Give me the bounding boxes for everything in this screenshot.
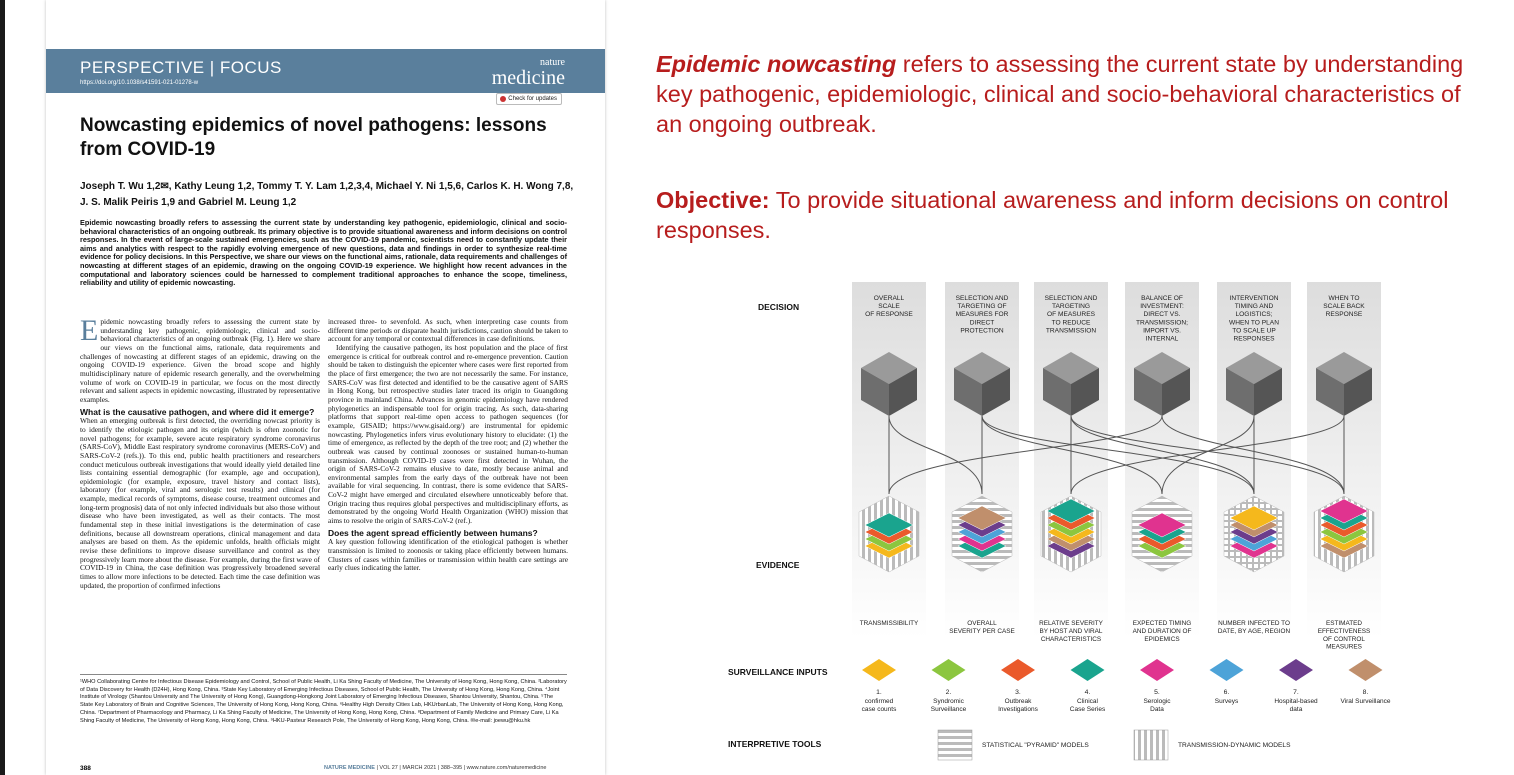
input-number: 4. [1084, 689, 1091, 696]
paragraph: A key question following identification of the etiological pathogen is whether transmission is limited to zoonosis or taking place efficiently between humans. Clusters of cases within families or transmission within health care settings are early clues indicating the latter. [328, 537, 568, 573]
section-label: PERSPECTIVE | FOCUS [80, 58, 282, 77]
transmission-model-label: TRANSMISSION-DYNAMIC MODELS [1178, 742, 1291, 749]
evidence-decision-link [889, 416, 1162, 494]
input-label: Serologic Data [1143, 698, 1171, 713]
journal-logo-small: nature [540, 57, 565, 68]
objective-text [656, 185, 1476, 245]
surveillance-input-icon [932, 659, 966, 681]
evidence-label: NUMBER INFECTED TO DATE, BY AGE, REGION [1217, 620, 1291, 635]
surveillance-input-icon [1279, 659, 1313, 681]
input-label: Clinical Case Series [1069, 698, 1106, 713]
footer-details: | VOL 27 | MARCH 2021 | 388–395 | www.nature.com/naturemedicine [374, 765, 547, 771]
input-label: Syndromic Surveillance [930, 698, 967, 713]
decision-label: WHEN TO SCALE BACK RESPONSE [1323, 295, 1365, 319]
evidence-label: TRANSMISSIBILITY [859, 620, 919, 627]
decision-label: SELECTION AND TARGETING OF MEASURES FOR DIRECT PROTECTION [955, 295, 1009, 335]
surveillance-input-icon [1349, 659, 1383, 681]
footer-journal: NATURE MEDICINE [324, 765, 375, 771]
paper-column-2 [328, 318, 568, 573]
input-number: 3. [1015, 689, 1021, 696]
surveillance-input-icon [1071, 659, 1105, 681]
input-label: Surveys [1214, 698, 1239, 705]
surveillance-input-icon [1210, 659, 1244, 681]
row-label: EVIDENCE [756, 560, 800, 570]
surveillance-input-icon [1140, 659, 1174, 681]
transmission-model-swatch [1134, 730, 1168, 760]
surveillance-input-icon [862, 659, 896, 681]
journal-logo [492, 58, 565, 88]
evidence-decision-link [982, 416, 1254, 494]
input-number: 2. [945, 689, 952, 696]
paper-authors: Joseph T. Wu 1,2✉, Kathy Leung 1,2, Tommy T. Y. Lam 1,2,3,4, Michael Y. Ni 1,5,6, Carlos K. H. Wong 7,8, J. S. Malik Peiris 1,9 and Gabriel M. Leung 1,2 [80, 181, 574, 208]
pyramid-model-swatch [938, 730, 972, 760]
pyramid-model-label: STATISTICAL "PYRAMID" MODELS [982, 742, 1089, 749]
objective-body: To provide situational awareness and inform decisions on control responses. [656, 187, 1449, 243]
definition-term: Epidemic nowcasting [656, 51, 897, 77]
paragraph: When an emerging outbreak is first detected, the overriding nowcast priority is to identify the etiologic pathogen and its origin (which is often zoonotic for novel pathogens; for example, severe acute respiratory syndrome coronavirus (SARS-CoV), Middle East respiratory syndrome coronavirus (MERS-CoV) and SARS-CoV-2 (refs.)). To this end, public health practitioners and researchers conduct meticulous outbreak investigations that would ideally yield detailed line lists containing essential demographic (for example, age and occupation), epidemiologic (for example, exposure, travel history and contact lists), laboratory (for example, viral and serologic test results) and clinical (for example, medical records of symptoms, disease course, treatment outcomes and long-term prognosis) data of not only infected individuals but also those without disease who have been investigated, as well as their contacts. The most fundamental step in these initial investigations is the determination of case definitions, because all downstream operations, clinical management and data analyses are based on them. As the epidemic unfolds, health officials might revise these definitions to improve disease surveillance and control as they progressively learn more about the disease. For example, during the first wave of COVID-19 in China, the case definition was progressively broadened several times to allow more infections to be detected. Each time the case definition was updated, the proportion of confirmed infections [80, 416, 320, 590]
paper-column-1 [80, 314, 320, 590]
input-label: Hospital-based data [1274, 698, 1318, 713]
definition-text [656, 49, 1476, 139]
check-for-updates-button[interactable]: Check for updates [496, 93, 562, 105]
surveillance-input-icon [1001, 659, 1035, 681]
evidence-label: OVERALL SEVERITY PER CASE [949, 620, 1015, 635]
decision-label: INTERVENTION TIMING AND LOGISTICS; WHEN TO PLAN TO SCALE UP RESPONSES [1229, 295, 1279, 343]
row-label: SURVEILLANCE INPUTS [728, 667, 828, 677]
input-number: 5. [1154, 689, 1160, 696]
paragraph: increased three- to sevenfold. As such, when interpreting case counts from different time periods or disparate health jurisdictions, caution should be taken to account for any temporal or contextual differences in case definitions. [328, 317, 568, 344]
row-label: DECISION [758, 302, 800, 312]
affiliations: ¹WHO Collaborating Centre for Infectious Disease Epidemiology and Control, School of Public Health, Li Ka Shing Faculty of Medicine, The University of Hong Kong, Hong Kong, China. ²Laboratory of Data Discovery for Health (D24H), Hong Kong, China. ³State Key Laboratory of Emerging Infectious Diseases, School of Public Health, The University of Hong Kong, Hong Kong, China. ⁴Joint Institute of Virology (Shantou University and The University of Hong Kong), Guangdong-Hongkong Joint Laboratory of Emerging Infectious Diseases, Shantou University, Shantou, China. ⁵The State Key Laboratory of Brain and Cognitive Sciences, The University of Hong Kong, Hong Kong, China. ⁶Healthy High Density Cities Lab, HKUrbanLab, The University of Hong Kong, Hong Kong, China. ⁷Department of Pharmacology and Pharmacy, Li Ka Shing Faculty of Medicine, The University of Hong Kong, Hong Kong, China. ⁸Department of Family Medicine and Primary Care, Li Ka Shing Faculty of Medicine, The University of Hong Kong, Hong Kong, China. ⁹HKU-Pasteur Research Pole, The University of Hong Kong, Hong Kong, China. ✉e-mail: joewu@hku.hk [80, 679, 567, 724]
input-number: 7. [1293, 689, 1299, 696]
nowcasting-diagram [724, 280, 1444, 770]
evidence-label: ESTIMATED EFFECTIVENESS OF CONTROL MEASURES [1317, 620, 1371, 651]
input-number: 8. [1362, 689, 1369, 696]
paper-banner [46, 49, 605, 93]
input-number: 1. [876, 689, 882, 696]
decision-label: OVERALL SCALE OF RESPONSE [865, 295, 913, 319]
row-label: INTERPRETIVE TOOLS [728, 739, 822, 749]
evidence-decision-link [1071, 416, 1344, 494]
input-label: Outbreak Investigations [998, 698, 1038, 713]
section-heading: What is the causative pathogen, and where did it emerge? [80, 406, 315, 417]
window-edge [0, 0, 5, 775]
input-label: Viral Surveillance [1340, 698, 1391, 705]
paragraph: Identifying the causative pathogen, its host population and the place of first emergence is critical for outbreak control and re-emergence prevention. Caution should be taken to distinguish the epicenter where cases were first reported from the place of first emergence; the two are not necessarily the same. For instance, SARS-CoV was first detected and identified to be the causative agent of SARS in Hong Kong, but retrospective studies later traced its origin to Guangdong province in mainland China. Advances in genomic epidemiology have rendered phylogenetics an indispensable tool for origin tracing. As such, data-sharing platforms that support real-time open access to pathogen sequences (for example, GISAID; https://www.gisaid.org/) are instrumental for epidemic nowcasting. Phylogenetics infers virus evolutionary history to elucidate: (1) the time of emergence, as reflected by the depth of the tree root; and (2) whether the outbreak was caused by continual zoonoses or sustained human-to-human transmission. Although COVID-19 cases were first detected in Wuhan, the origin of SARS-CoV-2 remains elusive to date, mostly because animal and environmental samples from the early days of the outbreak have not been available for viral sequencing. In contrast, there is some evidence that SARS-CoV-2 might have emerged and circulated elsewhere unnoticeably before that. Origin tracing thus requires global perspectives and multidisciplinary efforts, as demonstrated by the ongoing World Health Organization (WHO) mission that aims to resolve the origin of SARS-CoV-2 (ref.). [328, 342, 568, 526]
evidence-label: EXPECTED TIMING AND DURATION OF EPIDEMICS [1132, 620, 1192, 643]
journal-logo-big: medicine [491, 67, 565, 89]
definition-body: refers to assessing the current state by understanding key pathogenic, epidemiologic, clinical and socio-behavioral characteristics of an ongoing outbreak. [656, 51, 1464, 137]
decision-label: SELECTION AND TARGETING OF MEASURES TO REDUCE TRANSMISSION [1044, 295, 1098, 335]
evidence-label: RELATIVE SEVERITY BY HOST AND VIRAL CHARACTERISTICS [1039, 620, 1103, 643]
decision-label: BALANCE OF INVESTMENT: DIRECT VS. TRANSMISSION; IMPORT VS. INTERNAL [1135, 295, 1189, 343]
doi-link[interactable]: https://doi.org/10.1038/s41591-021-01278-w [80, 80, 199, 86]
input-number: 6. [1223, 689, 1230, 696]
paragraph: pidemic nowcasting broadly refers to assessing the current state by understanding key pathogenic, epidemiologic, clinical and socio-behavioral characteristics of an ongoing outbreak (Fig. 1). Here we share our views on the functional aims, rationale, data requirements and challenges of nowcasting at different stages of an epidemic, drawing on the ongoing COVID-19 experience. Given the broad scope and highly multidisciplinary nature of epidemic research generally, and the overwhelming volume of work on COVID-19 in particular, we focus on the most directly relevant and salient aspects in epidemic nowcasting, illustrated by representative examples. [80, 317, 320, 404]
drop-cap: E [80, 314, 99, 347]
evidence-decision-link [1071, 416, 1344, 494]
section-heading: Does the agent spread efficiently between humans? [328, 527, 538, 538]
page-footer [324, 765, 546, 771]
page-number: 388 [80, 765, 91, 772]
objective-term: Objective: [656, 187, 770, 213]
input-label: confirmed case counts [861, 698, 897, 713]
footnote-divider [80, 674, 567, 675]
paper-abstract: Epidemic nowcasting broadly refers to assessing the current state by understanding key pathogenic, epidemiologic, clinical and socio-behavioral characteristics of an ongoing outbreak. Its primary objective is to provide situational awareness and inform decisions on control responses. In the event of large-scale sustained emergencies, such as the COVID-19 pandemic, scientists need to constantly update their aims and analytics with respect to the rapidly evolving emergence of new questions, data and findings in order to synthesize real-time evidence for policy decisions. In this Perspective, we share our views on the functional aims, rationale, data requirements and challenges of nowcasting at different stages of an epidemic, drawing on the ongoing COVID-19 experience. We highlight how recent advances in the computational and laboratory sciences could be harnessed to complement traditional approaches to enhance the scope, timeliness, reliability and utility of epidemic nowcasting. [80, 218, 567, 288]
paper-title: Nowcasting epidemics of novel pathogens: lessons from COVID-19 [80, 115, 547, 160]
